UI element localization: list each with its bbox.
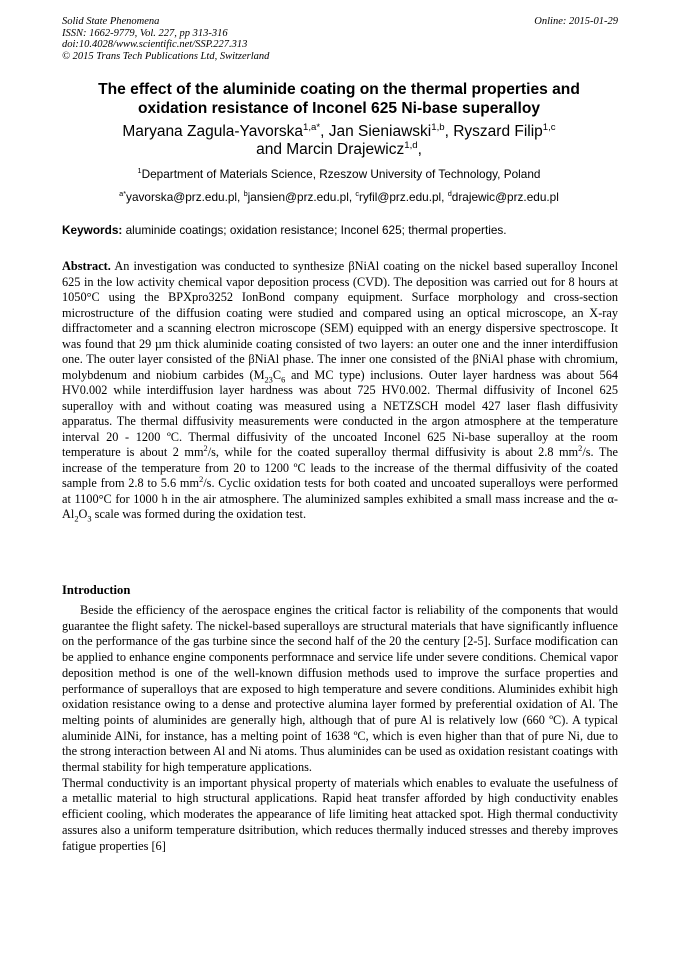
title-line-2: oxidation resistance of Inconel 625 Ni-base superalloy	[137, 100, 541, 117]
abstract-superscript: 2	[578, 443, 583, 453]
abstract-text: and MC type) inclusions. Outer layer hardness was about 564 HV0.002 while interdiffusion layer hardness was about 725 HV0.002. Thermal diffusivity of Inconel 625 superalloy with and without coating was measured using a NETZSCH model 427 laser flash diffusivity apparatus. The thermal diffusivity measurements were conducted in the argon atmosphere at the temperature interval 20 - 1200 ºC. Thermal diffusivity of the uncoated Inconel 625 Ni-base superalloy at the room temperature is about 2 mm	[62, 367, 618, 459]
abstract	[62, 259, 618, 523]
keywords	[62, 223, 618, 237]
email-1[interactable]: yavorska@prz.edu.pl,	[126, 190, 244, 204]
author-4-affil: 1,d	[404, 139, 418, 151]
author-list	[40, 123, 638, 159]
author-4: and Marcin Drajewicz	[256, 141, 405, 158]
email-list	[40, 190, 638, 204]
author-separator: ,	[320, 123, 329, 140]
author-1-affil: 1,a*	[303, 121, 321, 133]
journal-name: Solid State Phenomena	[62, 16, 160, 27]
email-4-marker: d	[447, 189, 452, 199]
issn-line: ISSN: 1662-9779, Vol. 227, pp 313-316	[62, 27, 228, 39]
author-3: Ryszard Filip	[453, 123, 543, 140]
abstract-superscript: 2	[199, 474, 204, 484]
copyright-line: © 2015 Trans Tech Publications Ltd, Switzerland	[62, 50, 270, 62]
abstract-text: /s, while for the coated superalloy thermal diffusivity is about 2.8 mm	[207, 445, 579, 459]
introduction-body	[62, 603, 618, 854]
keywords-text: aluminide coatings; oxidation resistance; Inconel 625; thermal properties.	[122, 223, 507, 237]
abstract-superscript: 2	[203, 443, 208, 453]
abstract-subscript: 3	[87, 514, 92, 524]
email-2-marker: b	[243, 189, 248, 199]
abstract-label: Abstract.	[62, 259, 111, 273]
affiliation-text: Department of Materials Science, Rzeszow University of Technology, Poland	[141, 167, 541, 181]
author-separator: ,	[444, 123, 454, 140]
abstract-text: /s. The increase of the temperature from 20 to 1200 ºC leads to the increase of the thermal diffusivity of the coated sample from 2.8 to 5.6 mm	[62, 445, 618, 490]
title-line-1: The effect of the aluminide coating on the thermal properties and	[98, 81, 580, 98]
abstract-subscript: 2	[74, 514, 79, 524]
author-3-affil: 1,c	[542, 121, 556, 133]
author-2-affil: 1,b	[431, 121, 445, 133]
abstract-text: O	[78, 507, 88, 521]
abstract-text: C	[272, 367, 282, 382]
section-heading-introduction: Introduction	[62, 583, 131, 597]
affiliation-number: 1	[137, 166, 142, 176]
introduction-paragraph-2: Thermal conductivity is an important physical property of materials which enables to evaluate the usefulness of a metallic material to high structural applications. Rapid heat transfer afforded by high conductivity enables efficient cooling, which moderates the appearance of life limiting heat attacked spot. High thermal conductivity assures also a uniform temperature dsitribution, which reduces thermally induced stresses and thereby improves fatigue properties [6]	[62, 775, 618, 853]
author-tail: ,	[417, 141, 422, 158]
email-1-marker: a*	[119, 189, 127, 199]
abstract-text: scale was formed during the oxidation test.	[91, 507, 307, 521]
affiliation	[40, 167, 638, 181]
author-1: Maryana Zagula-Yavorska	[122, 123, 304, 140]
doi-line[interactable]: doi:10.4028/www.scientific.net/SSP.227.313	[62, 39, 248, 51]
online-date: Online: 2015-01-29	[534, 16, 618, 27]
abstract-subscript: 23	[264, 374, 273, 384]
paper-title	[40, 80, 638, 118]
email-4[interactable]: drajewic@prz.edu.pl	[451, 190, 559, 204]
email-3-marker: c	[355, 189, 360, 199]
journal-header	[62, 16, 618, 62]
email-3[interactable]: ryfil@prz.edu.pl,	[359, 190, 448, 204]
email-2[interactable]: jansien@prz.edu.pl,	[247, 190, 356, 204]
introduction-paragraph-1: Beside the efficiency of the aerospace engines the critical factor is reliability of the components that would guarantee the flight safety. The nickel-based superalloys are structural materials that have significantly influence on the performance of the gas turbine since the second half of the 20 the century [2-5]. Surface modification can be applied to enhance engine components performnace and service life under severe conditions. Chemical vapor deposition method is one of the well-known diffusion methods used to improve the surface properties and performance of superalloys that are exposed to high temperature and severe conditions. Aluminides exhibit high oxidation resistance owing to a dense and protective alumina layer formed by preferential oxidation of Al. The melting points of aluminides are generally high, although that of pure Al is relatively low (660 ºC). A typical aluminide AlNi, for instance, has a melting point of 1638 ºC, which is even higher than that of pure Ni, due to the strong interaction between Al and Ni atoms. Thus aluminides can be used as oxidation resistant coatings with thermal stability for high temperature applications.	[62, 603, 618, 775]
abstract-text: An investigation was conducted to synthesize βNiAl coating on the nickel based superalloy Inconel 625 in the low activity chemical vapor deposition process (CVD). The deposition was carried out for 8 hours at 1050°C using the BPXpro3252 IonBond company equipment. Surface morphology and cross-section microstructure of the diffusion coating were studied and compared using an optical microscope, an X-ray diffractometer and a scanning electron microscope (SEM) equipped with an energy dispersive spectroscope. It was found that 29 µm thick aluminide coating consisted of two layers: an outer one and the inner interdiffusion one. The outer layer consisted of the βNiAl phase. The inner one consisted of the βNiAl phase with chromium, molybdenum and niobium carbides (M	[62, 259, 618, 382]
keywords-label: Keywords:	[62, 223, 123, 237]
abstract-subscript: 6	[281, 374, 286, 384]
abstract-text: /s. Cyclic oxidation tests for both coated and uncoated superalloys were performed at 1100°C for 1000 h in the air atmosphere. The aluminized samples exhibited a small mass increase and the α- Al	[62, 476, 619, 521]
author-2: Jan Sieniawski	[328, 123, 432, 140]
